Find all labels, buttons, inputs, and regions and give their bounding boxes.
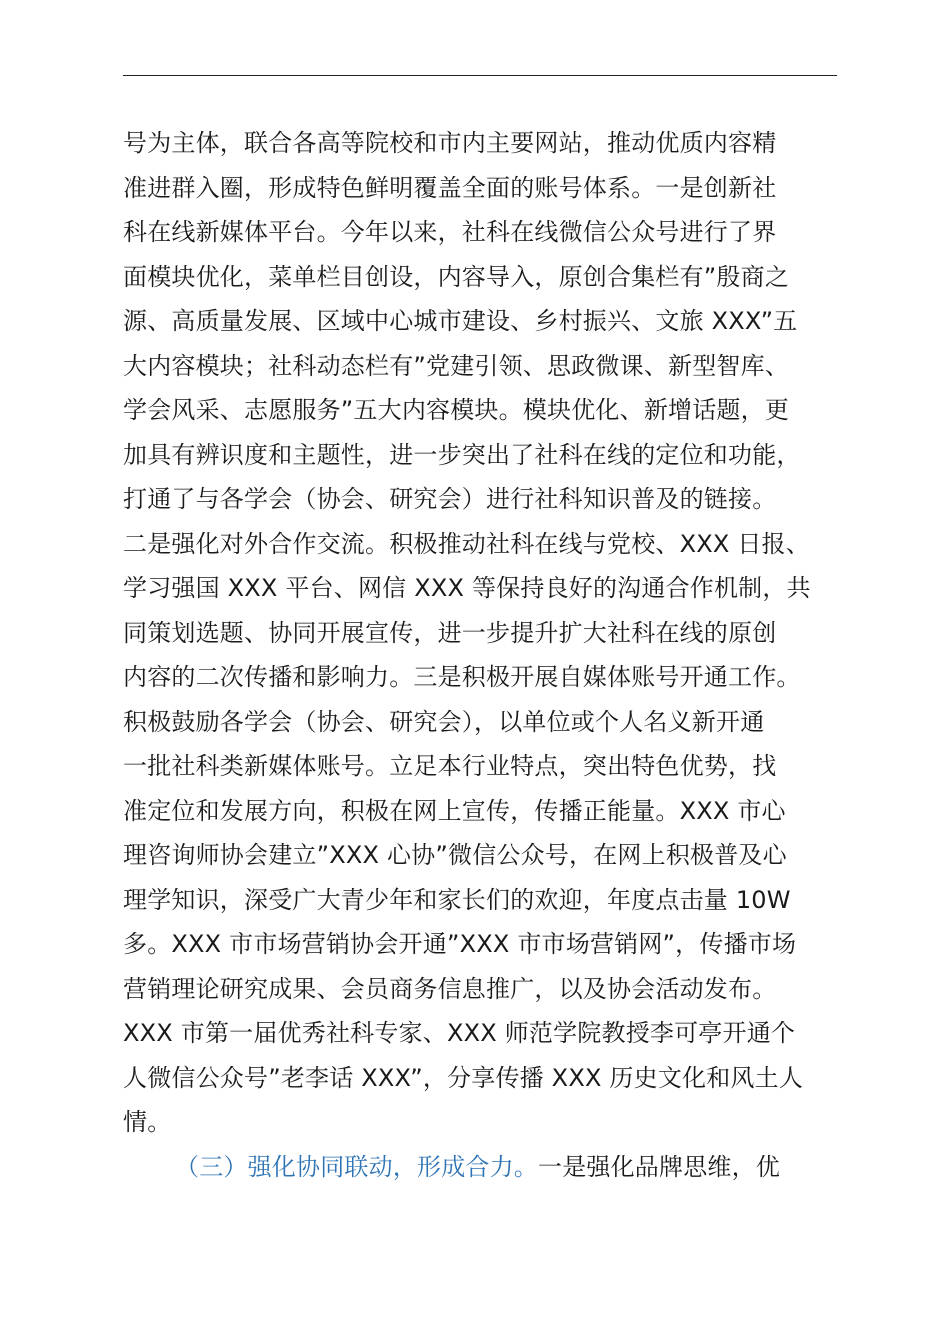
paragraph-line: 面模块优化，菜单栏目创设，内容导入，原创合集栏有”殷商之 bbox=[123, 262, 790, 291]
paragraph-line: 人微信公众号”老李话 XXX”，分享传播 XXX 历史文化和风土人 bbox=[123, 1063, 804, 1092]
paragraph-line: XXX 市第一届优秀社科专家、XXX 师范学院教授李可亭开通个 bbox=[123, 1019, 796, 1047]
paragraph-line: 准定位和发展方向，积极在网上宣传，传播正能量。XXX 市心 bbox=[123, 796, 786, 825]
paragraph-line: 二是强化对外合作交流。积极推动社科在线与党校、XXX 日报、 bbox=[123, 529, 810, 558]
paragraph-line: 科在线新媒体平台。今年以来，社科在线微信公众号进行了界 bbox=[123, 218, 777, 246]
paragraph-line: 学会风采、志愿服务”五大内容模块。模块优化、新增话题，更 bbox=[123, 396, 790, 424]
header-divider bbox=[123, 75, 837, 76]
paragraph-line: 多。XXX 市市场营销协会开通”XXX 市市场营销网”，传播市场 bbox=[123, 930, 797, 958]
paragraph-line: 营销理论研究成果、会员商务信息推广，以及协会活动发布。 bbox=[123, 974, 777, 1003]
section-heading-body: 一是强化品牌思维，优 bbox=[538, 1152, 780, 1181]
paragraph-line: 加具有辨识度和主题性，进一步突出了社科在线的定位和功能， bbox=[123, 440, 801, 469]
paragraph-line: 源、高质量发展、区域中心城市建设、乡村振兴、文旅 XXX”五 bbox=[123, 307, 798, 335]
paragraph-line: 理咨询师协会建立”XXX 心协”微信公众号，在网上积极普及心 bbox=[123, 841, 787, 869]
paragraph-line: 打通了与各学会（协会、研究会）进行社科知识普及的链接。 bbox=[123, 485, 777, 513]
paragraph-line: 学习强国 XXX 平台、网信 XXX 等保持良好的沟通合作机制，共 bbox=[123, 574, 811, 602]
paragraph-line: 内容的二次传播和影响力。三是积极开展自媒体账号开通工作。 bbox=[123, 663, 801, 691]
section-heading-title: （三）强化协同联动，形成合力。 bbox=[175, 1152, 538, 1181]
paragraph-line: 一批社科类新媒体账号。立足本行业特点，突出特色优势，找 bbox=[123, 752, 777, 780]
paragraph-line: 理学知识，深受广大青少年和家长们的欢迎，年度点击量 10W bbox=[123, 885, 791, 914]
paragraph-line: 大内容模块；社科动态栏有”党建引领、思政微课、新型智库、 bbox=[123, 351, 790, 380]
paragraph-line: 情。 bbox=[123, 1108, 172, 1136]
section-heading bbox=[123, 1145, 843, 1190]
document-body bbox=[123, 121, 843, 1189]
paragraph-line: 准进群入圈，形成特色鲜明覆盖全面的账号体系。一是创新社 bbox=[123, 173, 777, 202]
paragraph-line: 号为主体，联合各高等院校和市内主要网站，推动优质内容精 bbox=[123, 129, 777, 157]
paragraph-line: 积极鼓励各学会（协会、研究会），以单位或个人名义新开通 bbox=[123, 707, 765, 736]
paragraph-line: 同策划选题、协同开展宣传，进一步提升扩大社科在线的原创 bbox=[123, 618, 777, 647]
